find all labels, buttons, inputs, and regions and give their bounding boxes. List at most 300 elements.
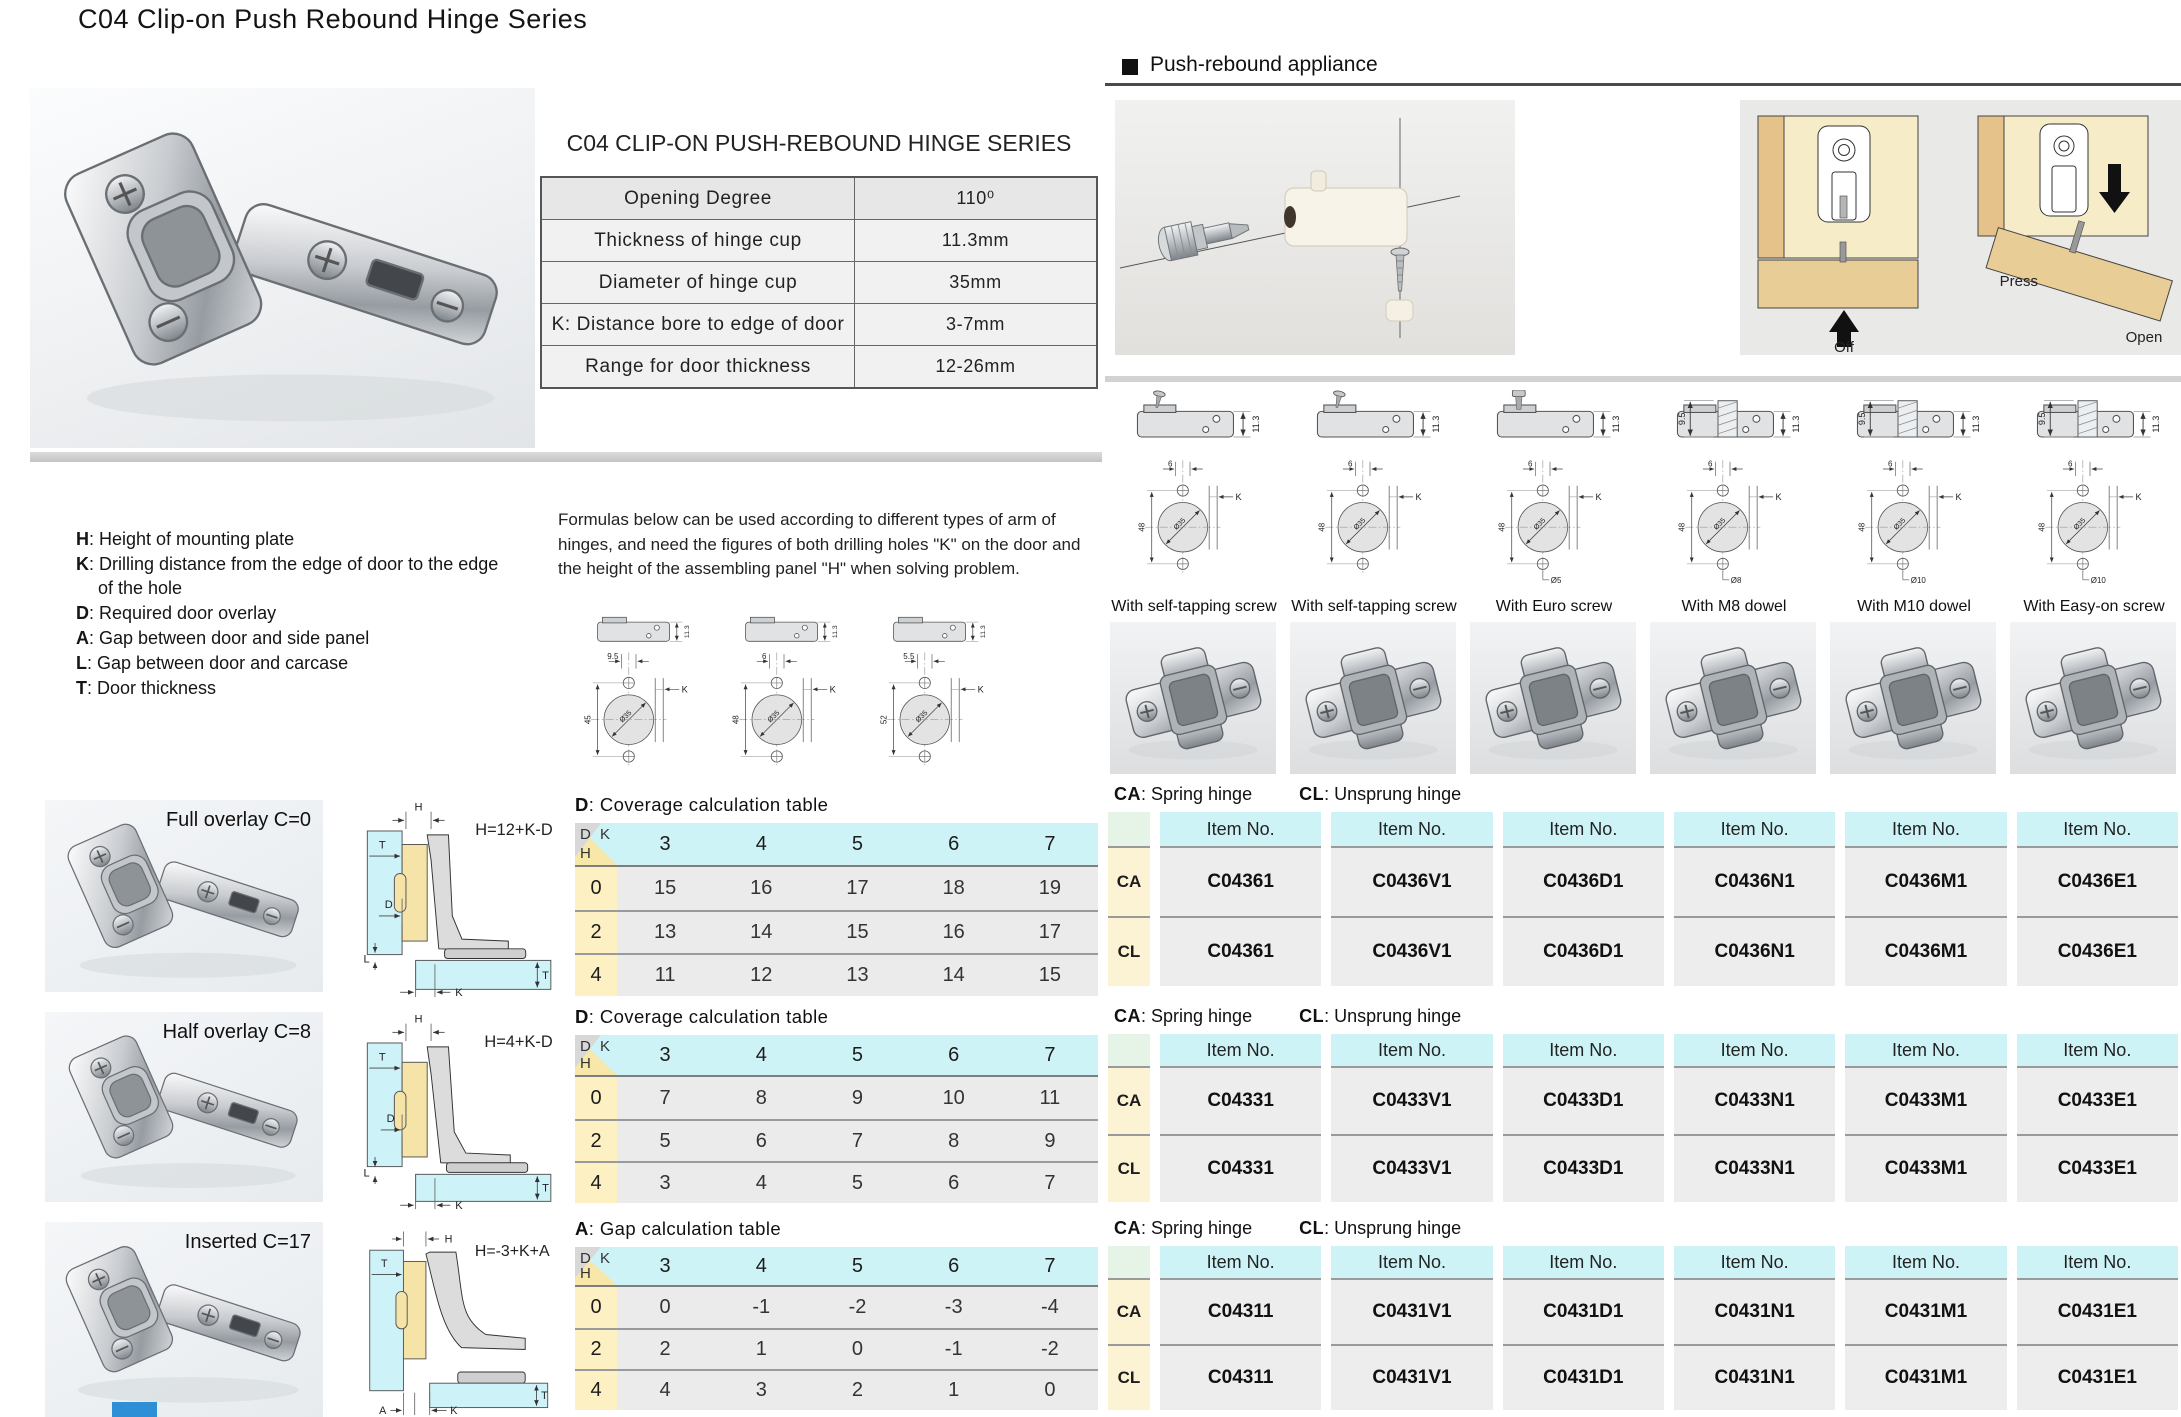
table-cell: -4 — [1002, 1287, 1098, 1328]
item-number: C04361 — [1160, 846, 1321, 916]
table-corner: D K H — [575, 1035, 617, 1077]
plate-side-view — [1654, 390, 1814, 452]
table-corner: D K H — [575, 823, 617, 867]
k-col-header: 7 — [1002, 823, 1098, 867]
k-col-header: 3 — [617, 1247, 713, 1287]
dim-label: 6 — [1528, 459, 1533, 469]
dim-label: K — [1595, 492, 1602, 503]
h-row-header: 2 — [575, 1328, 617, 1369]
dim-label: 6 — [1708, 459, 1713, 469]
dim-label: 11.3 — [831, 625, 839, 639]
item-block-0 — [1108, 784, 2178, 986]
plate-photo — [1470, 622, 1636, 774]
legend-item: H: Height of mounting plate — [76, 529, 295, 549]
item-number: C0433V1 — [1331, 1134, 1492, 1202]
table-cell: 6 — [906, 1161, 1002, 1203]
dim-label: H — [444, 1233, 453, 1246]
push-rebound-photo — [1115, 100, 1515, 355]
row-label: CA — [1108, 846, 1150, 916]
item-number: C04331 — [1160, 1134, 1321, 1202]
table-cell: 7 — [809, 1119, 905, 1161]
item-number: C0433D1 — [1503, 1134, 1664, 1202]
page-corner-marker — [112, 1402, 157, 1417]
table-cell: -3 — [906, 1287, 1002, 1328]
spec-label: Diameter of hinge cup — [542, 262, 855, 303]
item-col-header: Item No. — [1331, 1246, 1492, 1278]
drilling-pattern — [1494, 457, 1614, 591]
dim-label: T — [542, 1182, 549, 1195]
h-row-header: 2 — [575, 910, 617, 953]
plate-photo — [1290, 622, 1456, 774]
dim-label: K — [1235, 492, 1242, 503]
dim-label: 45 — [583, 715, 593, 725]
dim-label: Ø35 — [1352, 516, 1368, 532]
hinge-product-photo — [30, 88, 535, 448]
dim-label: K — [1955, 492, 1962, 503]
dim-label: Ø10 — [2090, 576, 2106, 586]
dim-label: D — [384, 899, 393, 912]
item-number: C0436V1 — [1331, 846, 1492, 916]
item-number: C0431V1 — [1331, 1344, 1492, 1410]
row-label: CA — [1108, 1066, 1150, 1134]
drill-diagram-2 — [876, 606, 996, 787]
plate-type-label: With M10 dowel — [1857, 598, 1971, 615]
dim-label: 11.3 — [1791, 415, 1802, 433]
table-title: A: Gap calculation table — [575, 1218, 782, 1239]
formulas-note: Formulas below can be used according to different types of arm of hinges, and need the figures of both drilling holes "K" on the door and the height of the assembling panel "H" when solving problem. — [558, 510, 1081, 579]
drilling-pattern — [1314, 457, 1434, 591]
table-cell: 7 — [1002, 1161, 1098, 1203]
dim-label: 9.5 — [1676, 412, 1687, 426]
item-col-header: Item No. — [1160, 812, 1321, 846]
overlay-photo-inserted — [45, 1222, 323, 1417]
item-col-header: Item No. — [2017, 1246, 2178, 1278]
item-col-header: Item No. — [1160, 1034, 1321, 1066]
dim-label: 5.5 — [903, 651, 915, 661]
dim-label: K — [455, 987, 463, 1000]
legend-item: L: Gap between door and carcase — [76, 653, 349, 673]
off-label: Off — [1834, 339, 1854, 355]
hinge-type-legend: CA: Spring hinge CL: Unsprung hinge — [1114, 784, 1462, 804]
item-number: C0436D1 — [1503, 846, 1664, 916]
spec-table-title: C04 CLIP-ON PUSH-REBOUND HINGE SERIES — [566, 130, 1072, 156]
table-cell: 3 — [617, 1161, 713, 1203]
item-col-header: Item No. — [1674, 1034, 1835, 1066]
dim-label: T — [378, 1051, 386, 1064]
table-cell: 8 — [906, 1119, 1002, 1161]
table-cell: 15 — [617, 867, 713, 910]
dim-label: H — [414, 802, 423, 814]
dim-label: Ø10 — [1910, 576, 1926, 586]
dim-label: T — [378, 839, 386, 852]
dim-label: T — [380, 1258, 388, 1271]
table-cell: 8 — [713, 1077, 809, 1119]
dim-label: 6 — [1888, 459, 1893, 469]
legend-item: K: Drilling distance from the edge of door to the edge of the hole — [76, 554, 499, 598]
h-row-header: 2 — [575, 1119, 617, 1161]
spec-label: Opening Degree — [542, 178, 855, 219]
overlay-formula: H=12+K-D — [475, 820, 553, 839]
off-press-open-illustration — [1740, 100, 2181, 355]
plate-type-label: With Euro screw — [1495, 598, 1613, 615]
table-cell: 2 — [617, 1328, 713, 1369]
legend-item: D: Required door overlay — [76, 603, 277, 623]
spec-value: 35mm — [949, 272, 1002, 292]
spec-row — [542, 178, 1096, 219]
row-label: CL — [1108, 916, 1150, 986]
table-cell: 12 — [713, 953, 809, 996]
item-col-header: Item No. — [1845, 1034, 2006, 1066]
row-label: CA — [1108, 1278, 1150, 1344]
item-number: C0436M1 — [1845, 916, 2006, 986]
table-cell: 18 — [906, 867, 1002, 910]
h-row-header: 4 — [575, 1161, 617, 1203]
plate-column-4 — [1828, 390, 2000, 616]
dim-label: 11.3 — [683, 625, 691, 639]
dim-label: Ø35 — [765, 708, 782, 725]
table-cell: 1 — [713, 1328, 809, 1369]
bullet-square-icon — [1122, 59, 1138, 75]
plate-column-5 — [2008, 390, 2180, 616]
item-number: C0433E1 — [2017, 1134, 2178, 1202]
k-col-header: 6 — [906, 1035, 1002, 1077]
table-corner: D K H — [575, 1247, 617, 1287]
spec-value: 3-7mm — [945, 314, 1005, 334]
dim-label: K — [829, 684, 836, 695]
item-number: C04311 — [1160, 1278, 1321, 1344]
spec-label: Range for door thickness — [542, 346, 855, 387]
item-number: C0433M1 — [1845, 1066, 2006, 1134]
plate-photo — [1110, 622, 1276, 774]
h-row-header: 0 — [575, 867, 617, 910]
overlay-formula: H=-3+K+A — [474, 1242, 550, 1260]
dim-label: Ø35 — [1892, 516, 1908, 532]
item-col-header: Item No. — [1674, 812, 1835, 846]
item-col-header: Item No. — [1160, 1246, 1321, 1278]
k-col-header: 5 — [809, 1035, 905, 1077]
item-number: C0431D1 — [1503, 1344, 1664, 1410]
dim-label: 9.5 — [1856, 412, 1867, 426]
item-number: C0433N1 — [1674, 1134, 1835, 1202]
dim-label: 11.3 — [979, 625, 987, 639]
dim-label: Ø35 — [1172, 516, 1188, 532]
dim-label: T — [542, 969, 549, 982]
table-cell: 0 — [617, 1287, 713, 1328]
drilling-pattern — [1674, 457, 1794, 591]
dim-label: Ø35 — [1712, 516, 1728, 532]
dim-label: 6 — [2068, 459, 2073, 469]
k-col-header: 4 — [713, 1247, 809, 1287]
k-col-header: 4 — [713, 1035, 809, 1077]
item-number: C0436N1 — [1674, 846, 1835, 916]
table-cell: 17 — [1002, 910, 1098, 953]
item-number: C04311 — [1160, 1344, 1321, 1410]
spec-table — [540, 176, 1098, 389]
item-number: C0431D1 — [1503, 1278, 1664, 1344]
spec-label: Thickness of hinge cup — [542, 220, 855, 261]
table-cell: 4 — [617, 1369, 713, 1410]
drilling-pattern — [1134, 457, 1254, 591]
dim-label: 9.5 — [2036, 412, 2047, 426]
table-cell: -2 — [809, 1287, 905, 1328]
dim-label: K — [977, 684, 984, 695]
dim-label: L — [363, 1167, 370, 1180]
k-col-header: 4 — [713, 823, 809, 867]
table-cell: 11 — [1002, 1077, 1098, 1119]
spec-row — [542, 345, 1096, 387]
table-corner — [1108, 1246, 1150, 1278]
drilling-pattern — [2034, 457, 2154, 591]
item-block-2 — [1108, 1218, 2178, 1410]
row-label: CL — [1108, 1344, 1150, 1410]
row-label: CL — [1108, 1134, 1150, 1202]
push-rebound-heading: Push-rebound appliance — [1150, 53, 1378, 76]
item-col-header: Item No. — [1845, 1246, 2006, 1278]
spec-value: 110⁰ — [956, 188, 995, 208]
item-number: C0431V1 — [1331, 1278, 1492, 1344]
overlay-formula: H=4+K-D — [484, 1032, 553, 1051]
table-cell: 16 — [713, 867, 809, 910]
item-col-header: Item No. — [1503, 1034, 1664, 1066]
table-cell: 13 — [617, 910, 713, 953]
dim-label: K — [2135, 492, 2142, 503]
item-number: C0431E1 — [2017, 1344, 2178, 1410]
hinge-type-legend: CA: Spring hinge CL: Unsprung hinge — [1114, 1006, 1462, 1026]
item-number: C04361 — [1160, 916, 1321, 986]
table-title: D: Coverage calculation table — [575, 794, 829, 815]
k-col-header: 6 — [906, 1247, 1002, 1287]
item-number: C0431N1 — [1674, 1278, 1835, 1344]
dim-label: 48 — [1317, 522, 1327, 532]
dim-label: K — [681, 684, 688, 695]
push-rebound-parts-illustration — [1115, 100, 1515, 355]
hinge-illustration — [30, 88, 535, 448]
item-number: C0436E1 — [2017, 846, 2178, 916]
table-cell: 9 — [1002, 1119, 1098, 1161]
h-row-header: 0 — [575, 1077, 617, 1119]
legend-item: T: Door thickness — [76, 678, 217, 698]
dim-label: K — [450, 1405, 458, 1416]
spec-value: 12-26mm — [935, 356, 1016, 376]
item-col-header: Item No. — [1331, 812, 1492, 846]
h-row-header: 4 — [575, 1369, 617, 1410]
table-cell: -1 — [906, 1328, 1002, 1369]
drilling-pattern — [1854, 457, 1974, 591]
plate-photo — [1650, 622, 1816, 774]
table-cell: -1 — [713, 1287, 809, 1328]
h-row-header: 4 — [575, 953, 617, 996]
dim-label: K — [455, 1200, 463, 1212]
divider — [1105, 376, 2181, 382]
drill-diagram-0 — [580, 606, 700, 787]
dim-label: 6 — [1348, 459, 1353, 469]
plate-column-3 — [1648, 390, 1820, 616]
dim-label: A — [379, 1405, 387, 1416]
off-press-open-diagram — [1740, 100, 2181, 355]
hinge-type-legend: CA: Spring hinge CL: Unsprung hinge — [1114, 1218, 1462, 1238]
table-corner — [1108, 1034, 1150, 1066]
table-cell: 4 — [713, 1161, 809, 1203]
item-col-header: Item No. — [1845, 812, 2006, 846]
dim-label: Ø35 — [2072, 516, 2088, 532]
table-cell: 5 — [809, 1161, 905, 1203]
item-number: C0431M1 — [1845, 1344, 2006, 1410]
spec-row — [542, 261, 1096, 303]
plate-type-label: With Easy-on screw — [2023, 598, 2165, 615]
table-cell: 1 — [906, 1369, 1002, 1410]
dim-label: 48 — [1497, 522, 1507, 532]
table-cell: 5 — [617, 1119, 713, 1161]
coverage-table-0 — [575, 794, 1098, 996]
dim-label: K — [1415, 492, 1422, 503]
table-title: D: Coverage calculation table — [575, 1006, 829, 1027]
dim-label: Ø35 — [617, 708, 634, 725]
item-number: C0431M1 — [1845, 1278, 2006, 1344]
dim-label: 11.3 — [1971, 415, 1982, 433]
overlay-diagram-half — [338, 1014, 556, 1212]
item-number: C0433V1 — [1331, 1066, 1492, 1134]
press-label: Press — [1999, 273, 2038, 290]
plate-side-view — [1294, 390, 1454, 452]
drill-diagram-1 — [728, 606, 848, 787]
divider — [1105, 83, 2181, 86]
table-cell: 3 — [713, 1369, 809, 1410]
table-cell: 7 — [617, 1077, 713, 1119]
plate-column-2 — [1468, 390, 1640, 616]
dim-label: L — [363, 953, 370, 966]
item-number: C0433M1 — [1845, 1134, 2006, 1202]
h-row-header: 0 — [575, 1287, 617, 1328]
table-cell: 6 — [713, 1119, 809, 1161]
plate-type-label: With self-tapping screw — [1291, 598, 1457, 615]
table-cell: 17 — [809, 867, 905, 910]
k-col-header: 3 — [617, 823, 713, 867]
plate-side-view — [1834, 390, 1994, 452]
table-corner — [1108, 812, 1150, 846]
table-cell: 10 — [906, 1077, 1002, 1119]
dim-label: Ø8 — [1730, 576, 1742, 586]
dim-label: K — [1775, 492, 1782, 503]
table-cell: -2 — [1002, 1328, 1098, 1369]
k-col-header: 6 — [906, 823, 1002, 867]
k-col-header: 7 — [1002, 1247, 1098, 1287]
item-number: C04331 — [1160, 1066, 1321, 1134]
item-col-header: Item No. — [2017, 1034, 2178, 1066]
item-col-header: Item No. — [1331, 1034, 1492, 1066]
overlay-photo-full — [45, 800, 323, 992]
item-number: C0433N1 — [1674, 1066, 1835, 1134]
item-col-header: Item No. — [1503, 1246, 1664, 1278]
plate-side-view — [1474, 390, 1634, 452]
table-cell: 14 — [713, 910, 809, 953]
table-cell: 15 — [809, 910, 905, 953]
table-cell: 16 — [906, 910, 1002, 953]
item-number: C0436E1 — [2017, 916, 2178, 986]
k-col-header: 5 — [809, 823, 905, 867]
dim-label: 6 — [1168, 459, 1173, 469]
item-col-header: Item No. — [1503, 812, 1664, 846]
dim-label: 48 — [731, 715, 741, 725]
gap-table — [575, 1218, 1098, 1410]
dim-label: 52 — [879, 715, 889, 725]
dim-label: D — [386, 1113, 395, 1126]
overlay-diagram-full — [338, 802, 556, 1000]
item-col-header: Item No. — [2017, 812, 2178, 846]
dim-label: Ø5 — [1550, 576, 1562, 586]
spec-label: K: Distance bore to edge of door — [542, 304, 855, 345]
table-cell: 14 — [906, 953, 1002, 996]
plate-side-view — [1114, 390, 1274, 452]
item-number: C0436M1 — [1845, 846, 2006, 916]
item-number: C0433E1 — [2017, 1066, 2178, 1134]
dim-label: 48 — [1677, 522, 1687, 532]
legend-item: A: Gap between door and side panel — [76, 628, 370, 648]
coverage-table-1 — [575, 1006, 1098, 1203]
dim-label: 48 — [1857, 522, 1867, 532]
plate-type-label: With M8 dowel — [1681, 598, 1787, 615]
dim-label: 48 — [2037, 522, 2047, 532]
dim-label: T — [541, 1390, 548, 1403]
overlay-type-label: Inserted C=17 — [184, 1231, 311, 1253]
page-title: C04 Clip-on Push Rebound Hinge Series — [78, 4, 588, 34]
item-number: C0431E1 — [2017, 1278, 2178, 1344]
dim-label: 11.3 — [1251, 415, 1262, 433]
open-label: Open — [2125, 329, 2163, 346]
dim-label: 11.3 — [1611, 415, 1622, 433]
dim-label: 6 — [761, 651, 767, 661]
item-number: C0431N1 — [1674, 1344, 1835, 1410]
table-cell: 9 — [809, 1077, 905, 1119]
item-number: C0433D1 — [1503, 1066, 1664, 1134]
table-cell: 0 — [809, 1328, 905, 1369]
dim-label: 11.3 — [2151, 415, 2162, 433]
k-col-header: 7 — [1002, 1035, 1098, 1077]
dim-label: 48 — [1137, 522, 1147, 532]
item-number: C0436N1 — [1674, 916, 1835, 986]
item-block-1 — [1108, 1006, 2178, 1202]
table-cell: 15 — [1002, 953, 1098, 996]
table-cell: 11 — [617, 953, 713, 996]
dimension-legend — [76, 527, 516, 701]
item-number: C0436V1 — [1331, 916, 1492, 986]
plate-type-label: With self-tapping screw — [1111, 598, 1277, 615]
overlay-photo-half — [45, 1012, 323, 1202]
spec-row — [542, 219, 1096, 261]
plate-photo — [2010, 622, 2176, 774]
dim-label: 11.3 — [1431, 415, 1442, 433]
dim-label: H — [414, 1014, 423, 1026]
spec-value: 11.3mm — [941, 230, 1010, 250]
plate-side-view — [2014, 390, 2174, 452]
table-cell: 2 — [809, 1369, 905, 1410]
overlay-type-label: Full overlay C=0 — [165, 809, 311, 831]
overlay-type-label: Half overlay C=8 — [162, 1021, 311, 1043]
table-cell: 19 — [1002, 867, 1098, 910]
overlay-diagram-inserted — [338, 1224, 556, 1416]
plate-column-1 — [1288, 390, 1460, 616]
item-number: C0436D1 — [1503, 916, 1664, 986]
plate-column-0 — [1108, 390, 1280, 616]
plate-photo — [1830, 622, 1996, 774]
table-cell: 0 — [1002, 1369, 1098, 1410]
k-col-header: 3 — [617, 1035, 713, 1077]
item-col-header: Item No. — [1674, 1246, 1835, 1278]
dim-label: Ø35 — [1532, 516, 1548, 532]
k-col-header: 5 — [809, 1247, 905, 1287]
dim-label: Ø35 — [913, 708, 930, 725]
spec-row — [542, 303, 1096, 345]
table-cell: 13 — [809, 953, 905, 996]
